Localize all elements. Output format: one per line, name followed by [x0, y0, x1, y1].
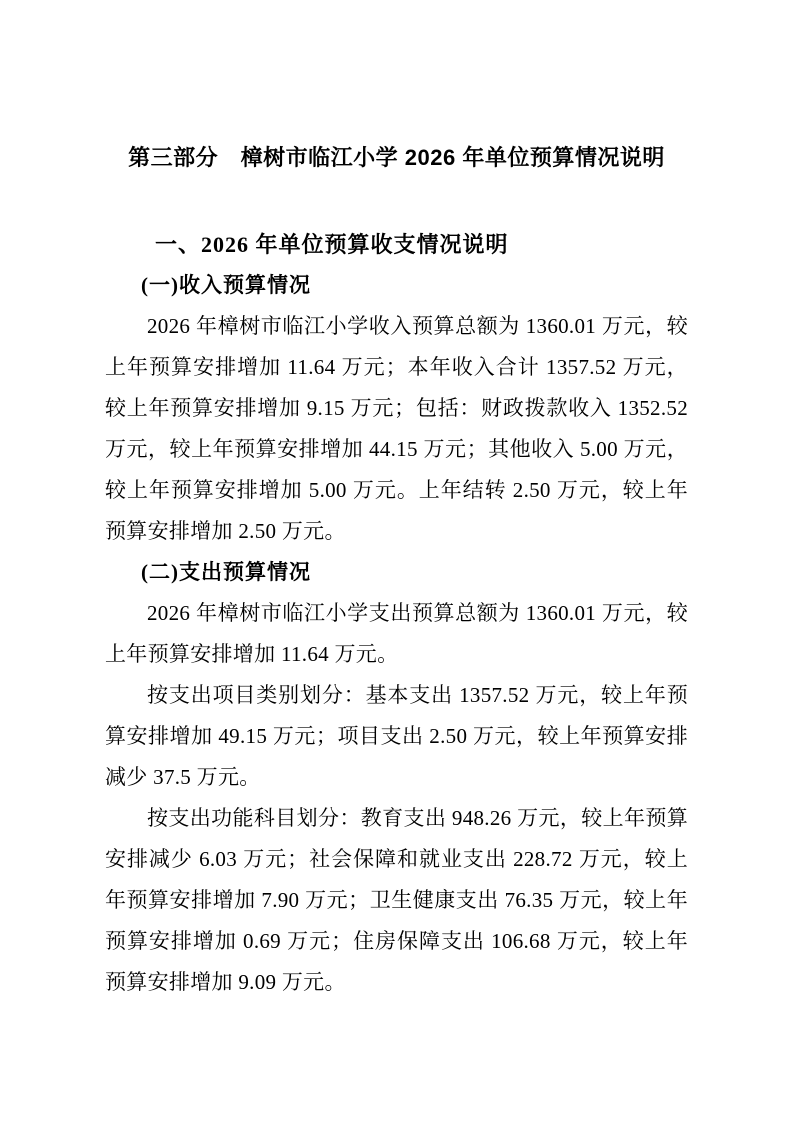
expenditure-by-function-paragraph: 按支出功能科目划分：教育支出 948.26 万元，较上年预算安排减少 6.03 万元；社会保障和就业支出 228.72 万元，较上年预算安排增加 7.90 万元；卫生健康支出 76.35 万元，较上年预算安排增加 0.69 万元；住房保障支出 106.68 万元，较上年预算安排增加 9.09 万元。: [105, 806, 688, 994]
chapter-heading: 一、2026 年单位预算收支情况说明: [155, 232, 509, 257]
document-title: 第三部分 樟树市临江小学 2026 年单位预算情况说明: [128, 145, 665, 170]
income-paragraph: 2026 年樟树市临江小学收入预算总额为 1360.01 万元，较上年预算安排增加 11.64 万元；本年收入合计 1357.52 万元，较上年预算安排增加 9.15 万元；包括：财政拨款收入 1352.52 万元，较上年预算安排增加 44.15 万元；其他收入 5.00 万元，较上年预算安排增加 5.00 万元。上年结转 2.50 万元，较上年预算安排增加 2.50 万元。: [105, 314, 688, 543]
expenditure-by-category-paragraph: 按支出项目类别划分：基本支出 1357.52 万元，较上年预算安排增加 49.15 万元；项目支出 2.50 万元，较上年预算安排减少 37.5 万元。: [105, 683, 688, 789]
section-heading-income: (一)收入预算情况: [141, 273, 311, 297]
section-heading-expenditure: (二)支出预算情况: [141, 560, 311, 584]
expenditure-total-paragraph: 2026 年樟树市临江小学支出预算总额为 1360.01 万元，较上年预算安排增加 11.64 万元。: [105, 601, 688, 666]
